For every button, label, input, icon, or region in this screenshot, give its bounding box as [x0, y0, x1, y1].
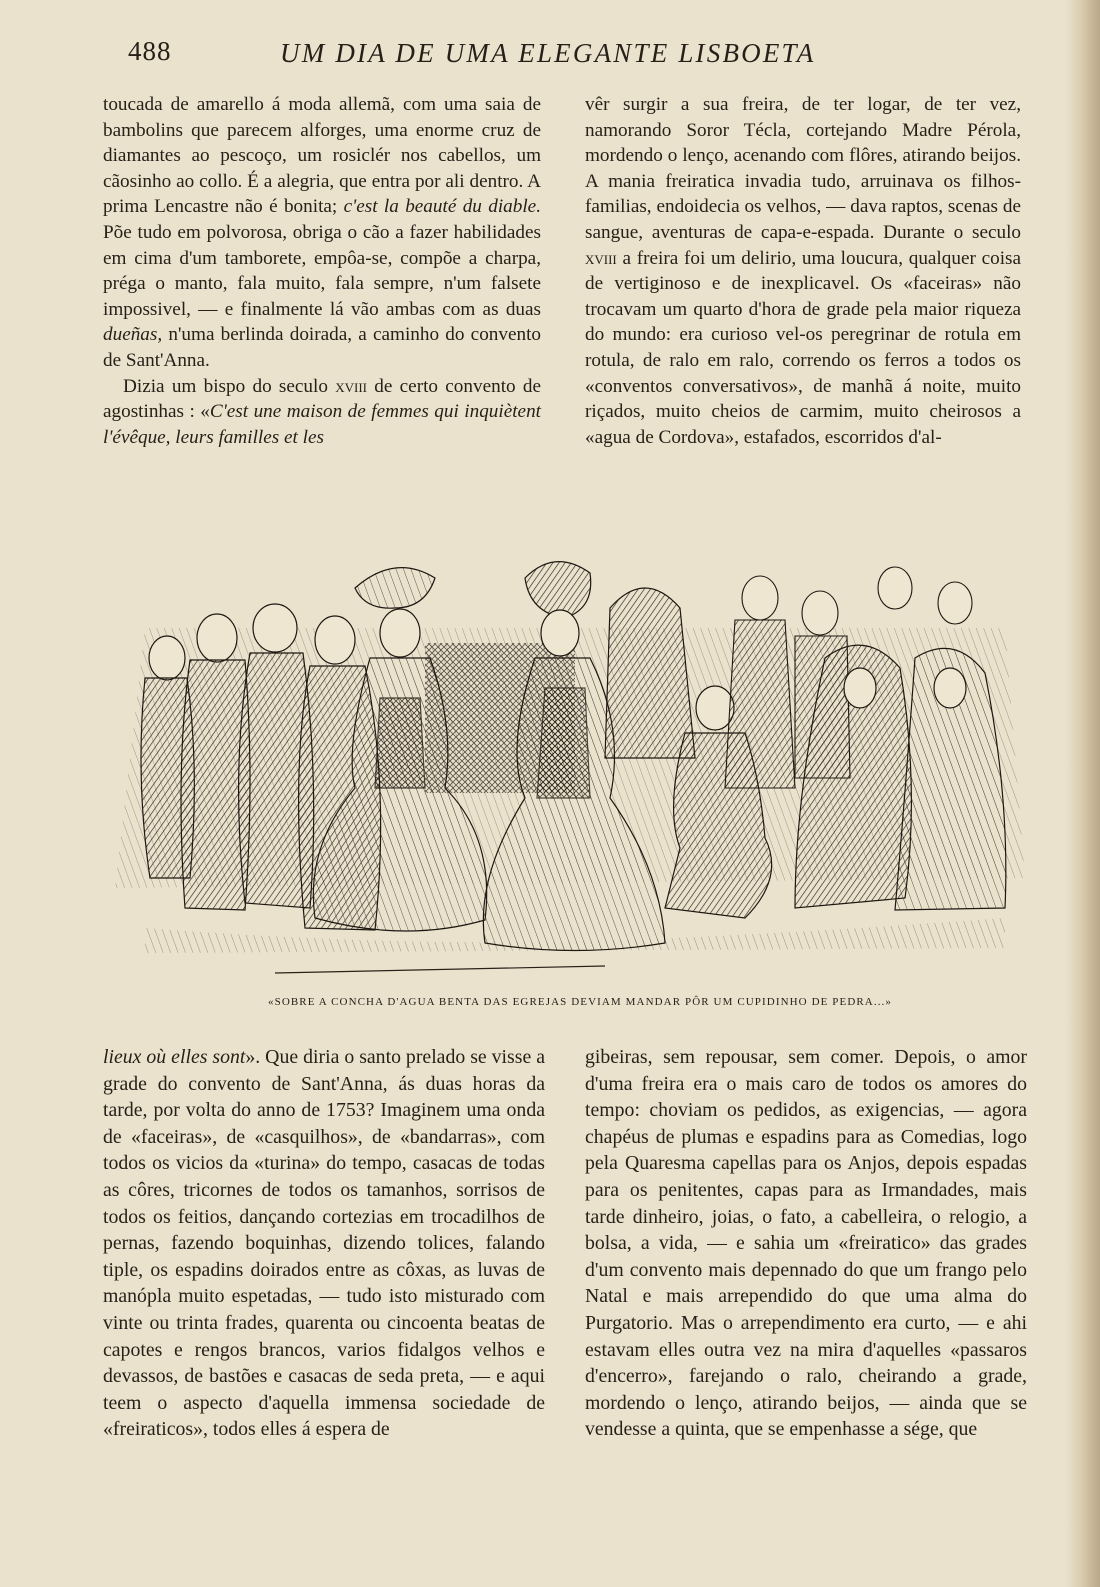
century-numeral: xviii	[335, 375, 367, 397]
text-run: ». Que diria o santo prelado se visse a grade do convento de Sant'Anna, ás duas horas da tarde, por volta do anno de 1753? Imaginem uma onda de «faceiras», de «casquilhos», de «bandarras», com todos os vicios da «turina» do tempo, casacas de todas as côres, tricornes de todos os tamanhos, sorrisos de todos os feitios, dançando cortezias em trocadilhos de pernas, fazendo boquinhas, dizendo tolices, falando tiple, os espadins doirados entre as côxas, as luvas de manópla muito espetadas, — tudo isto misturado com vinte ou trinta frades, quarenta ou cincoenta beatas de capotes e rengos brancos, varios fidalgos velhos e devassos, de bastões e casacas de seda preta, — e aqui teem o aspecto d'aquella immensa sociedade de «freiraticos», todos elles á espera de	[103, 1046, 545, 1441]
page-header	[100, 34, 960, 74]
text-run: Dizia um bispo do seculo	[123, 375, 328, 397]
century-numeral: xviii	[585, 247, 617, 269]
column-top-right	[585, 92, 1021, 450]
illustration-caption: «SOBRE A CONCHA D'AGUA BENTA DAS EGREJAS DEVIAM MANDAR PÔR UM CUPIDINHO DE PEDRA...»	[268, 996, 892, 1008]
italic-text: lieux où elles sont	[103, 1046, 246, 1068]
paragraph	[585, 92, 1021, 450]
column-top-left	[103, 92, 541, 450]
engraving-illustration	[105, 548, 1035, 980]
text-run: n'uma berlinda doirada, a caminho do convento de Sant'Anna.	[103, 324, 542, 371]
text-run: gibeiras, sem repousar, sem comer. Depois, o amor d'uma freira era o mais caro de todos os amores do tempo: choviam os pedidos, as exigencias, — agora chapéus de plumas e espadins para as Comedias, logo pela Quaresma capellas para os Anjos, depois espadas para os penitentes, capas para as Irmandades, mais tarde dinheiro, joias, o fato, a cabelleira, o relogio, a bolsa, a vida, — e sahia um «freiratico» das grades d'um convento mais depennado do que um frango pelo Natal e mais arrependido do que uma alma do Purgatorio. Mas o arrependimento era curto, — e ahi estavam elles outra vez na mira d'aquelles «passaros d'encerro», farejando o ralo, cheirando a grade, mordendo o lenço, atirando beijos, — ainda que se vendesse a quinta, que se empenhasse a sége, que	[585, 1046, 1027, 1441]
text-run: a freira foi um delirio, uma loucura, qualquer coisa de vertiginoso e de inexplicavel. Os «faceiras» não trocavam um quarto d'hora de grade pela maior riqueza do mundo: era curioso vel-os peregrinar de rotula em rotula, de ralo em ralo, correndo os ferros a todos os «conventos conversativos», de manhã á noite, muito riçados, muito cheios de carmim, muito cheirosos a «agua de Cordova», estafados, escorridos d'al-	[585, 247, 1022, 448]
page-number: 488	[128, 36, 172, 66]
paragraph	[103, 92, 541, 374]
paragraph	[103, 1044, 545, 1443]
running-title: UM DIA DE UMA ELEGANTE LISBOETA	[280, 38, 816, 68]
column-bottom-right	[585, 1044, 1027, 1443]
page-edge-shadow	[1066, 0, 1100, 1587]
italic-text: C'est une maison de femmes qui inquiètent l'évêque, leurs familles et les	[103, 401, 541, 448]
column-bottom-left	[103, 1044, 545, 1443]
text-run: de certo convento de agostinhas : «	[103, 375, 542, 423]
paragraph	[585, 1044, 1027, 1443]
text-run: Põe tudo em polvorosa, obriga o cão a fazer habilidades em cima d'um tamborete, empôa-se, compõe a charpa, préga o manto, fala muito, fala sempre, n'um falsete impossivel, — e finalmente lá vão ambas com as duas	[103, 221, 541, 320]
paragraph	[103, 374, 541, 451]
italic-text: c'est la beauté du diable.	[343, 196, 541, 218]
italic-text: dueñas,	[103, 324, 163, 346]
text-run: toucada de amarello á moda allemã, com uma saia de bambolins que parecem alforges, uma enorme cruz de diamantes ao pescoço, um rosiclér nos cabellos, um cãosinho ao collo. É a alegria, que entra por ali dentro. A prima Lencastre não é bonita;	[103, 94, 541, 218]
text-run: vêr surgir a sua freira, de ter logar, de ter vez, namorando Soror Técla, cortejando Madre Pérola, mordendo o lenço, acenando com flôres, atirando beijos. A mania freiratica invadia tudo, arruinava os filhos-familias, endoidecia os velhos, — dava raptos, scenas de sangue, aventuras de capa-e-espada. Durante o seculo	[585, 94, 1021, 243]
